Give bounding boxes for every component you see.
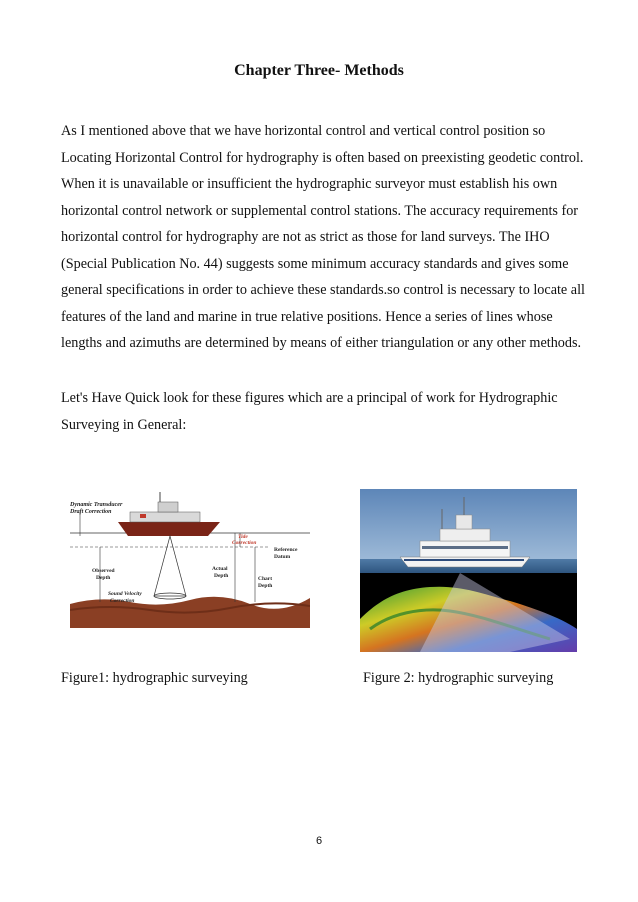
label-observed-1: Observed: [92, 568, 115, 574]
body-paragraph-2: Let's Have Quick look for these figures which are a principal of work for Hydrographic Surveying in General:: [61, 390, 558, 433]
label-sound-2: Correction: [110, 598, 135, 604]
label-reference-2: Datum: [274, 554, 291, 560]
figure-2-image: [360, 489, 577, 652]
label-chart-2: Depth: [258, 583, 273, 589]
label-actual-2: Depth: [214, 573, 229, 579]
label-sound-1: Sound Velocity: [108, 591, 142, 597]
label-reference-1: Reference: [274, 547, 298, 553]
figure-1-diagram: [70, 492, 310, 628]
figure-2-caption: Figure 2: hydrographic surveying: [363, 670, 554, 686]
label-tide-1: Tide: [238, 534, 248, 540]
figure-1-caption: Figure1: hydrographic surveying: [61, 670, 248, 686]
chapter-title: Chapter Three- Methods: [234, 62, 404, 79]
page-number: 6: [315, 835, 323, 847]
body-paragraph-1: As I mentioned above that we have horizontal control and vertical control position so Locating Horizontal Control for hydrography is often based on preexisting geodetic control. When it is unavailable or insufficient the hydrographic surveyor must establish his own horizontal control network or supplemental control stations. The accuracy requirements for horizontal control for hydrography are not as strict as those for land surveys. The IHO (Special Publication No. 44) suggests some minimum accuracy standards and gives some general specifications in order to achieve these standards.so control is necessary to locate all features of the land and marine in true relative positions. Hence a series of lines whose lengths and azimuths are determined by means of either triangulation or any other methods.: [61, 123, 585, 351]
label-draft: Draft Correction: [70, 509, 112, 515]
label-observed-2: Depth: [96, 575, 111, 581]
label-chart-1: Chart: [258, 576, 273, 582]
label-tide-2: Correction: [232, 540, 257, 546]
label-actual-1: Actual: [212, 566, 228, 572]
label-transducer: Dynamic Transducer: [70, 502, 123, 508]
